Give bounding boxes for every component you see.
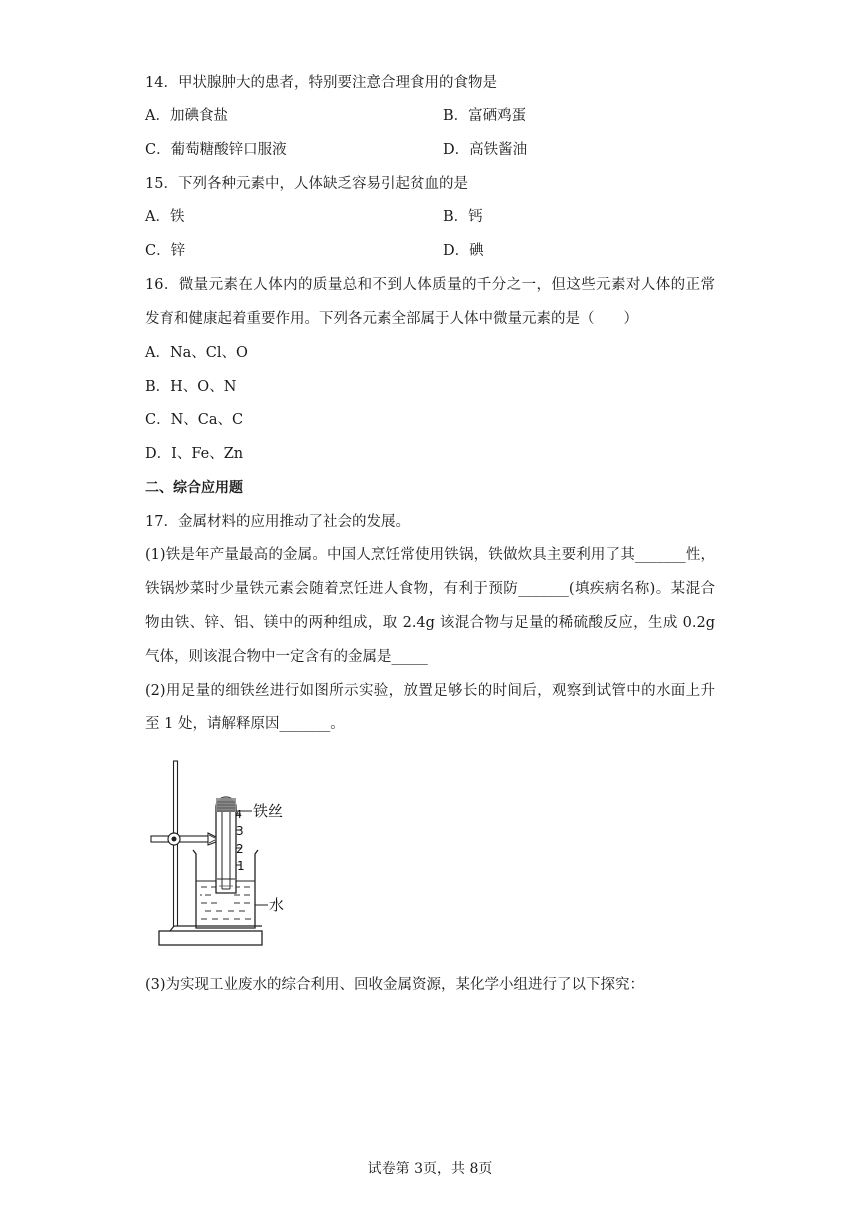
section-heading: 二、综合应用题 bbox=[145, 480, 243, 496]
q14-stem: 14．甲状腺肿大的患者，特别要注意合理食用的食物是 bbox=[145, 75, 497, 91]
q14-option-b: B．富硒鸡蛋 bbox=[443, 108, 527, 124]
q17-part2-line1: (2)用足量的细铁丝进行如图所示实验，放置足够长的时间后，观察到试管中的水面上升 bbox=[145, 683, 715, 699]
experiment-figure bbox=[150, 755, 300, 950]
q17-part2-line2: 至 1 处，请解释原因_______。 bbox=[145, 716, 345, 732]
label-water: 水 bbox=[269, 896, 285, 914]
q15-stem: 15．下列各种元素中，人体缺乏容易引起贫血的是 bbox=[145, 176, 468, 192]
label-iron-wire: 铁丝 bbox=[253, 802, 284, 820]
q16-stem-line2: 发育和健康起着重要作用。下列各元素全部属于人体中微量元素的是（ ） bbox=[145, 311, 638, 327]
q15-option-c: C．锌 bbox=[145, 243, 186, 259]
q17-part3: (3)为实现工业废水的综合利用、回收金属资源，某化学小组进行了以下探究： bbox=[145, 977, 645, 993]
page-footer: 试卷第 3页，共 8页 bbox=[367, 1161, 493, 1177]
q16-option-a: A．Na、Cl、O bbox=[145, 345, 248, 361]
stand-base bbox=[159, 931, 262, 945]
test-tube bbox=[216, 797, 236, 893]
q17-part1-line2: 铁锅炒菜时少量铁元素会随着烹饪进人食物，有利于预防_______(填疾病名称)。某混合 bbox=[145, 581, 715, 597]
mark-3: 3 bbox=[236, 824, 244, 838]
mark-1: 1 bbox=[237, 859, 245, 873]
q16-option-d: D．I、Fe、Zn bbox=[145, 446, 244, 462]
q16-option-b: B．H、O、N bbox=[145, 379, 237, 395]
q15-option-b: B．钙 bbox=[443, 209, 483, 225]
q14-option-d: D．高铁酱油 bbox=[443, 142, 528, 158]
mark-2: 2 bbox=[236, 842, 244, 856]
q17-part1-line1: (1)铁是年产量最高的金属。中国人烹饪常使用铁锅，铁做炊具主要利用了其_______性， bbox=[145, 547, 715, 563]
clamp bbox=[151, 836, 211, 842]
q14-option-a: A．加碘食盐 bbox=[145, 108, 228, 124]
mark-4: 4 bbox=[235, 808, 242, 821]
q17-stem: 17．金属材料的应用推动了社会的发展。 bbox=[145, 514, 410, 530]
q15-option-a: A．铁 bbox=[145, 209, 185, 225]
q16-option-c: C．N、Ca、C bbox=[145, 412, 244, 428]
q17-part1-line4: 气体，则该混合物中一定含有的金属是_____ bbox=[145, 649, 428, 665]
q15-option-d: D．碘 bbox=[443, 243, 484, 259]
q14-option-c: C．葡萄糖酸锌口服液 bbox=[145, 142, 287, 158]
q17-part1-line3: 物由铁、锌、铝、镁中的两种组成，取 2.4g 该混合物与足量的稀硫酸反应，生成 0.2g bbox=[145, 615, 715, 631]
q16-stem-line1: 16．微量元素在人体内的质量总和不到人体质量的千分之一，但这些元素对人体的正常 bbox=[145, 277, 715, 293]
